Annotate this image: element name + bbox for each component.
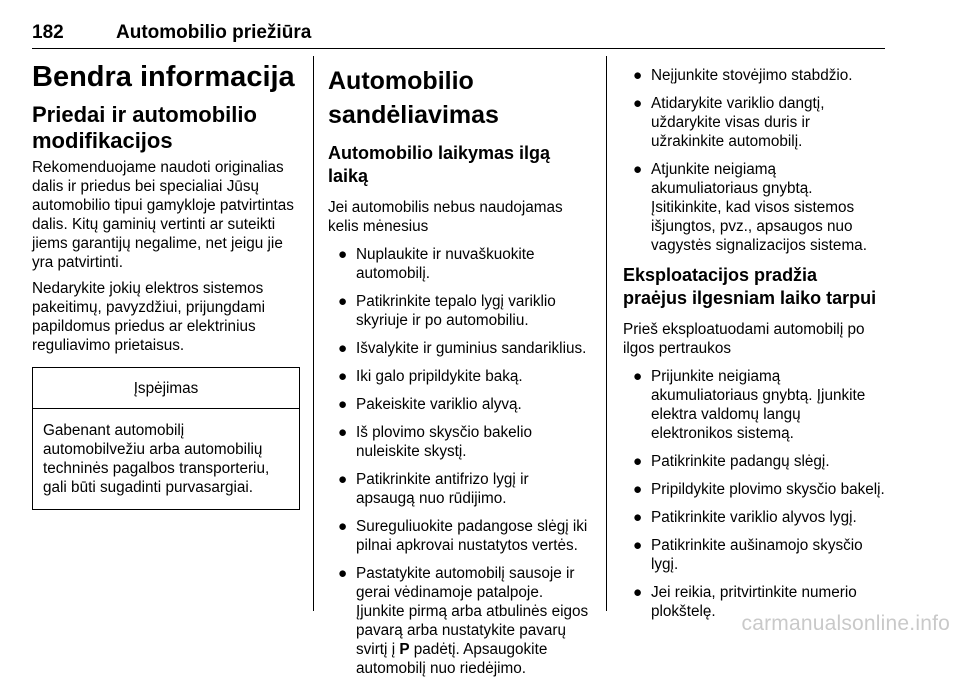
bullet-icon: ● xyxy=(633,537,643,554)
list-item-text: Patikrinkite tepalo lygį variklio skyriuje ir po automobiliu. xyxy=(356,293,556,329)
list-item-text: Pripildykite plovimo skysčio bakelį. xyxy=(651,481,885,498)
recommission-checklist xyxy=(623,367,885,621)
gear-position-label: P xyxy=(399,641,410,658)
list-item-text: Sureguliuokite padangose slėgį iki pilnai apkrovai nustatytos vertės. xyxy=(356,518,588,554)
running-title: Automobilio priežiūra xyxy=(116,22,312,43)
list-item-text: Neįjunkite stovėjimo stabdžio. xyxy=(651,67,853,84)
bullet-icon: ● xyxy=(338,396,348,413)
list-item xyxy=(328,517,590,555)
bullet-icon: ● xyxy=(633,95,643,112)
list-item xyxy=(623,452,885,471)
list-item xyxy=(328,339,590,358)
bullet-icon: ● xyxy=(338,340,348,357)
bullet-icon: ● xyxy=(633,584,643,601)
paragraph-electrical: Nedarykite jokių elektros sistemos pakeitimų, pavyzdžiui, prijungdami papildomus priedus ar elektrinius reguliavimo prietaisus. xyxy=(32,280,265,354)
list-item-text: Patikrinkite variklio alyvos lygį. xyxy=(651,509,857,526)
list-item-text: Nuplaukite ir nuvaškuokite automobilį. xyxy=(356,246,535,282)
list-item xyxy=(328,395,590,414)
subsection-heading-long-storage: Automobilio laikymas ilgą laiką xyxy=(328,143,551,186)
storage-intro: Jei automobilis nebus naudojamas kelis mėnesius xyxy=(328,199,563,235)
bullet-icon: ● xyxy=(633,481,643,498)
bullet-icon: ● xyxy=(633,509,643,526)
list-item-text: Patikrinkite antifrizo lygį ir apsaugą nuo rūdijimo. xyxy=(356,471,529,507)
subsection-heading: Priedai ir automobilio modifikacijos xyxy=(32,102,257,153)
storage-checklist-continued xyxy=(623,66,885,255)
list-item xyxy=(623,536,885,574)
bullet-icon: ● xyxy=(633,453,643,470)
storage-checklist xyxy=(328,245,590,678)
column-3 xyxy=(623,56,885,630)
bullet-icon: ● xyxy=(338,565,348,582)
list-item xyxy=(328,564,590,678)
column-divider-2 xyxy=(606,56,607,611)
column-1 xyxy=(32,56,300,510)
list-item-text: Iki galo pripildykite baką. xyxy=(356,368,523,385)
column-divider-1 xyxy=(313,56,314,611)
list-item-text: Patikrinkite padangų slėgį. xyxy=(651,453,830,470)
list-item xyxy=(623,94,885,151)
warning-box xyxy=(32,367,300,510)
list-item-text: Atidarykite variklio dangtį, uždarykite visas duris ir užrakinkite automobilį. xyxy=(651,95,825,150)
list-item-text: Atjunkite neigiamą akumuliatoriaus gnybtą. Įsitikinkite, kad visos sistemos išjungtos, pvz., apsaugos nuo vagystės signalizacijos sistema. xyxy=(651,161,867,254)
warning-title: Įspėjimas xyxy=(33,368,299,409)
list-item xyxy=(623,508,885,527)
bullet-icon: ● xyxy=(633,368,643,385)
list-item xyxy=(328,470,590,508)
bullet-icon: ● xyxy=(338,518,348,535)
list-item xyxy=(328,245,590,283)
column-2 xyxy=(328,56,590,687)
recommission-intro: Prieš eksploatuodami automobilį po ilgos pertraukos xyxy=(623,321,865,357)
list-item-text-part: Pastatykite automobilį sausoje ir gerai vėdinamoje patalpoje. Įjunkite pirmą arba atbulinės eigos pavarą arba nustatykite pavarų svirtį į xyxy=(356,565,589,658)
subsection-heading-recommission: Eksploatacijos pradžia praėjus ilgesniam laiko tarpui xyxy=(623,265,877,308)
list-item xyxy=(328,423,590,461)
list-item-text: Išvalykite ir guminius sandariklius. xyxy=(356,340,587,357)
list-item xyxy=(328,367,590,386)
list-item xyxy=(623,367,885,443)
bullet-icon: ● xyxy=(633,67,643,84)
list-item-text: Pakeiskite variklio alyvą. xyxy=(356,396,522,413)
bullet-icon: ● xyxy=(338,424,348,441)
list-item xyxy=(623,66,885,85)
watermark: carmanualsonline.info xyxy=(741,612,950,635)
section-heading-storage: Automobilio sandėliavimas xyxy=(328,67,499,129)
bullet-icon: ● xyxy=(338,368,348,385)
header-rule xyxy=(32,48,885,49)
paragraph-original-parts: Rekomenduojame naudoti originalias dalis ir priedus bei specialiai Jūsų automobilio tipui gamykloje patvirtintas dalis. Kitų gaminių vertinti ar suteikti jiems garantijų negalime, net jeigu jie yra patvirtinti. xyxy=(32,159,294,271)
bullet-icon: ● xyxy=(633,161,643,178)
bullet-icon: ● xyxy=(338,471,348,488)
page-header xyxy=(32,20,885,46)
list-item-text xyxy=(356,565,588,677)
bullet-icon: ● xyxy=(338,246,348,263)
warning-body: Gabenant automobilį automobilvežiu arba automobilių techninės pagalbos transporteriu, gali būti sugadinti purvasargiai. xyxy=(43,422,270,496)
list-item-text: Jei reikia, pritvirtinkite numerio plokštelę. xyxy=(651,584,857,620)
page-number: 182 xyxy=(32,22,64,43)
section-heading: Bendra informacija xyxy=(32,61,295,93)
list-item-text: Iš plovimo skysčio bakelio nuleiskite skystį. xyxy=(356,424,532,460)
list-item-text-part: padėtį. Apsaugokite automobilį nuo riedėjimo. xyxy=(356,641,548,677)
list-item xyxy=(623,480,885,499)
list-item-text: Patikrinkite aušinamojo skysčio lygį. xyxy=(651,537,863,573)
list-item xyxy=(328,292,590,330)
list-item xyxy=(623,160,885,255)
bullet-icon: ● xyxy=(338,293,348,310)
list-item-text: Prijunkite neigiamą akumuliatoriaus gnybtą. Įjunkite elektra valdomų langų elektronikos sistemą. xyxy=(651,368,866,442)
